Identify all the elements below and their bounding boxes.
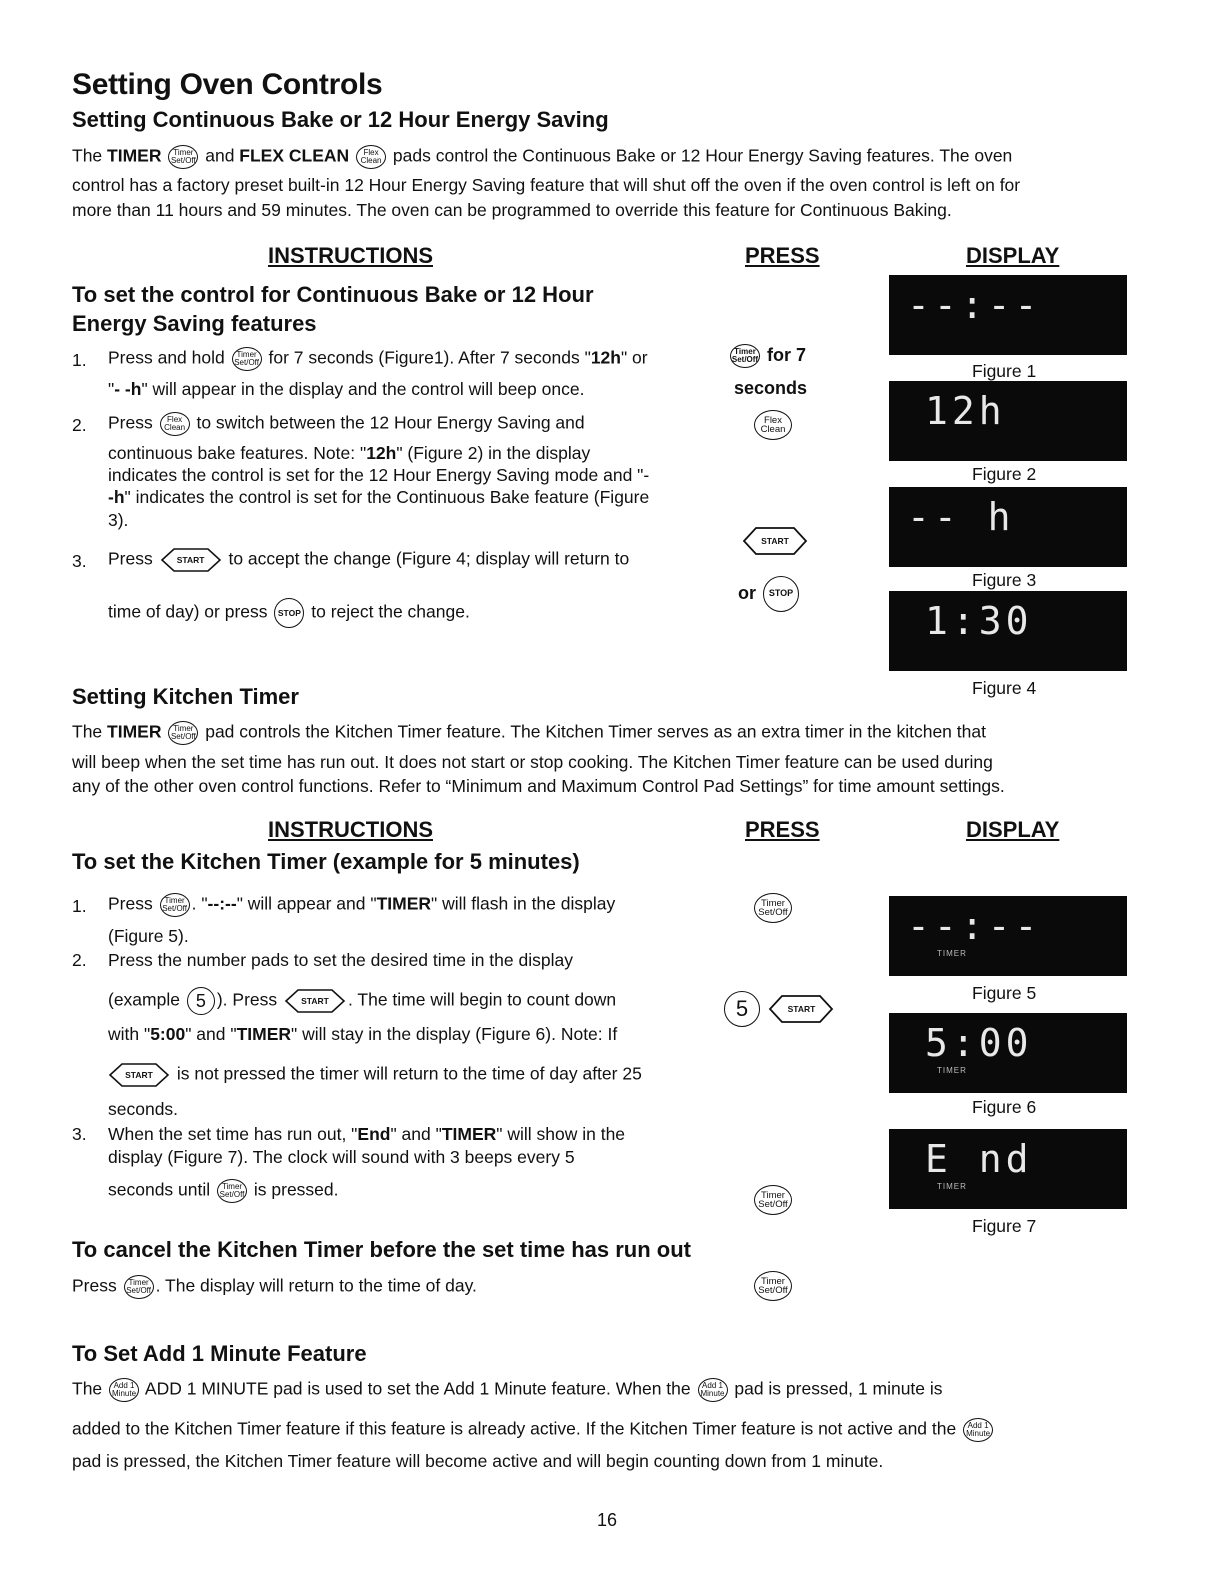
flex-clean-pad-icon: Flex Clean [754, 410, 792, 440]
display-figure-3: -- h [889, 487, 1127, 567]
subheading-continuous-bake-line2: Energy Saving features [72, 311, 317, 336]
step3-line1: Press START to accept the change (Figure 4; display will return to [108, 547, 629, 573]
timer-step2-line5: seconds. [108, 1099, 179, 1119]
add-1-minute-pad-icon: Add 1 Minute [109, 1378, 139, 1402]
press-timer [752, 893, 794, 923]
add-minute-line1: The Add 1 Minute ADD 1 MINUTE pad is used to set the Add 1 Minute feature. When the Add 1 Minute pad is pressed, 1 minute is [72, 1378, 943, 1402]
press-seconds-label: seconds [734, 378, 808, 398]
section-heading-kitchen-timer: Setting Kitchen Timer [72, 684, 299, 709]
subheading-continuous-bake-line1: To set the control for Continuous Bake or 12 Hour [72, 282, 594, 307]
section-heading-continuous-bake: Setting Continuous Bake or 12 Hour Energy Saving [72, 107, 609, 132]
step-number: 1. [72, 896, 87, 916]
figure-4-caption: Figure 4 [972, 678, 1037, 698]
timer-step3-line3: seconds until Timer Set/Off is pressed. [108, 1179, 339, 1203]
timer-indicator: TIMER [937, 1182, 967, 1191]
timer-step1-line1: Press Timer Set/Off . "--:--" will appear and "TIMER" will flash in the display [108, 893, 615, 917]
display-figure-5: --:-- TIMER [889, 896, 1127, 976]
timer-pad-icon: Timer Set/Off [754, 893, 792, 923]
step-number: 2. [72, 415, 87, 435]
press-column-heading: PRESS [745, 817, 820, 842]
timer-pad-icon: Timer Set/Off [168, 721, 198, 745]
display-figure-1: --:-- [889, 275, 1127, 355]
step2-line2: continuous bake features. Note: "12h" (Figure 2) in the display [108, 443, 591, 463]
stop-pad-icon: STOP [274, 598, 304, 628]
step1-line1: Press and hold Timer Set/Off for 7 seconds (Figure1). After 7 seconds "12h" or [108, 347, 648, 371]
timer-pad-icon: Timer Set/Off [232, 347, 262, 371]
stop-pad-icon: STOP [763, 576, 799, 612]
subheading-cancel-timer: To cancel the Kitchen Timer before the set time has run out [72, 1237, 691, 1262]
display-figure-2: 12h [889, 381, 1127, 461]
timer-step3-line1: When the set time has run out, "End" and "TIMER" will show in the [108, 1124, 626, 1144]
step2-line5: 3). [108, 510, 129, 530]
add-1-minute-pad-icon: Add 1 Minute [963, 1418, 993, 1442]
start-pad-icon: START [742, 526, 808, 556]
instructions-column-heading: INSTRUCTIONS [268, 817, 433, 842]
press-or-stop: or STOP [738, 576, 801, 612]
intro-paragraph-line2: control has a factory preset built-in 12 Hour Energy Saving feature that will shut off the oven if the oven control is left on for [72, 175, 1021, 195]
step2-line1: Press Flex Clean to switch between the 12 Hour Energy Saving and [108, 412, 585, 436]
timer-pad-icon: Timer Set/Off [160, 893, 190, 917]
intro-paragraph-line1: The TIMER Timer Set/Off and FLEX CLEAN Flex Clean pads control the Continuous Bake or 12 Hour Energy Saving features. The oven [72, 145, 1012, 169]
flex-clean-pad-icon: Flex Clean [356, 145, 386, 169]
timer-pad-icon: Timer Set/Off [124, 1275, 154, 1299]
step-number: 1. [72, 350, 87, 370]
timer-pad-icon: Timer Set/Off [730, 344, 760, 368]
press-five-start [722, 991, 836, 1027]
add-minute-line3: pad is pressed, the Kitchen Timer feature will become active and will begin counting down from 1 minute. [72, 1451, 884, 1471]
step2-line3: indicates the control is set for the 12 Hour Energy Saving mode and "- [108, 465, 650, 485]
timer-step2-line2: (example 5 ). Press START . The time will begin to count down [108, 987, 616, 1015]
press-timer-cancel [752, 1271, 794, 1301]
press-timer-for-7: Timer Set/Off for 7 [728, 344, 806, 368]
step3-line2: time of day) or press STOP to reject the change. [108, 598, 470, 628]
press-start [740, 526, 810, 556]
kitchen-timer-intro-line3: any of the other oven control functions. Refer to “Minimum and Maximum Control Pad Settings” for time amount settings. [72, 776, 1005, 796]
timer-step3-line2: display (Figure 7). The clock will sound with 3 beeps every 5 [108, 1147, 575, 1167]
section-heading-add-1-minute: To Set Add 1 Minute Feature [72, 1341, 367, 1366]
figure-7-caption: Figure 7 [972, 1216, 1037, 1236]
step-number: 3. [72, 1124, 87, 1144]
timer-indicator: TIMER [937, 1066, 967, 1075]
timer-step2-line4: START is not pressed the timer will return to the time of day after 25 [106, 1062, 642, 1088]
timer-pad-icon: Timer Set/Off [754, 1271, 792, 1301]
timer-pad-icon: Timer Set/Off [754, 1185, 792, 1215]
page-number: 16 [597, 1510, 618, 1530]
timer-indicator: TIMER [937, 949, 967, 958]
number-5-pad-icon: 5 [187, 987, 215, 1015]
number-5-pad-icon: 5 [724, 991, 760, 1027]
start-pad-icon: START [768, 994, 834, 1024]
figure-6-caption: Figure 6 [972, 1097, 1037, 1117]
add-minute-line2: added to the Kitchen Timer feature if this feature is already active. If the Kitchen Timer feature is not active and the Add 1 Minute [72, 1418, 995, 1442]
display-figure-7: E nd TIMER [889, 1129, 1127, 1209]
press-column-heading: PRESS [745, 243, 820, 268]
display-figure-6: 5:00 TIMER [889, 1013, 1127, 1093]
start-pad-icon: START [284, 988, 346, 1014]
add-1-minute-pad-icon: Add 1 Minute [698, 1378, 728, 1402]
press-flex-clean [752, 410, 794, 440]
kitchen-timer-intro-line1: The TIMER Timer Set/Off pad controls the Kitchen Timer feature. The Kitchen Timer serves as an extra timer in the kitchen that [72, 721, 986, 745]
timer-pad-icon: Timer Set/Off [168, 145, 198, 169]
display-column-heading: DISPLAY [966, 817, 1060, 842]
timer-pad-icon: Timer Set/Off [217, 1179, 247, 1203]
subheading-set-kitchen-timer: To set the Kitchen Timer (example for 5 minutes) [72, 849, 580, 874]
instructions-column-heading: INSTRUCTIONS [268, 243, 433, 268]
figure-2-caption: Figure 2 [972, 464, 1037, 484]
timer-step2-line1: Press the number pads to set the desired time in the display [108, 950, 573, 970]
timer-step2-line3: with "5:00" and "TIMER" will stay in the display (Figure 6). Note: If [108, 1024, 618, 1044]
start-pad-icon: START [108, 1062, 170, 1088]
cancel-instruction: Press Timer Set/Off . The display will return to the time of day. [72, 1275, 477, 1299]
step-number: 3. [72, 551, 87, 571]
figure-1-caption: Figure 1 [972, 361, 1037, 381]
figure-3-caption: Figure 3 [972, 570, 1037, 590]
flex-clean-pad-icon: Flex Clean [160, 412, 190, 436]
start-pad-icon: START [160, 547, 222, 573]
step1-line2: "- -h" will appear in the display and the control will beep once. [108, 379, 585, 399]
kitchen-timer-intro-line2: will beep when the set time has run out. It does not start or stop cooking. The Kitchen Timer feature can be used during [72, 752, 993, 772]
step-number: 2. [72, 950, 87, 970]
press-timer [752, 1185, 794, 1215]
figure-5-caption: Figure 5 [972, 983, 1037, 1003]
intro-paragraph-line3: more than 11 hours and 59 minutes. The oven can be programmed to override this feature for Continuous Baking. [72, 200, 952, 220]
display-figure-4: 1:30 [889, 591, 1127, 671]
timer-step1-line2: (Figure 5). [108, 926, 189, 946]
page-title: Setting Oven Controls [72, 68, 383, 101]
step2-line4: -h" indicates the control is set for the Continuous Bake feature (Figure [108, 487, 650, 507]
display-column-heading: DISPLAY [966, 243, 1060, 268]
